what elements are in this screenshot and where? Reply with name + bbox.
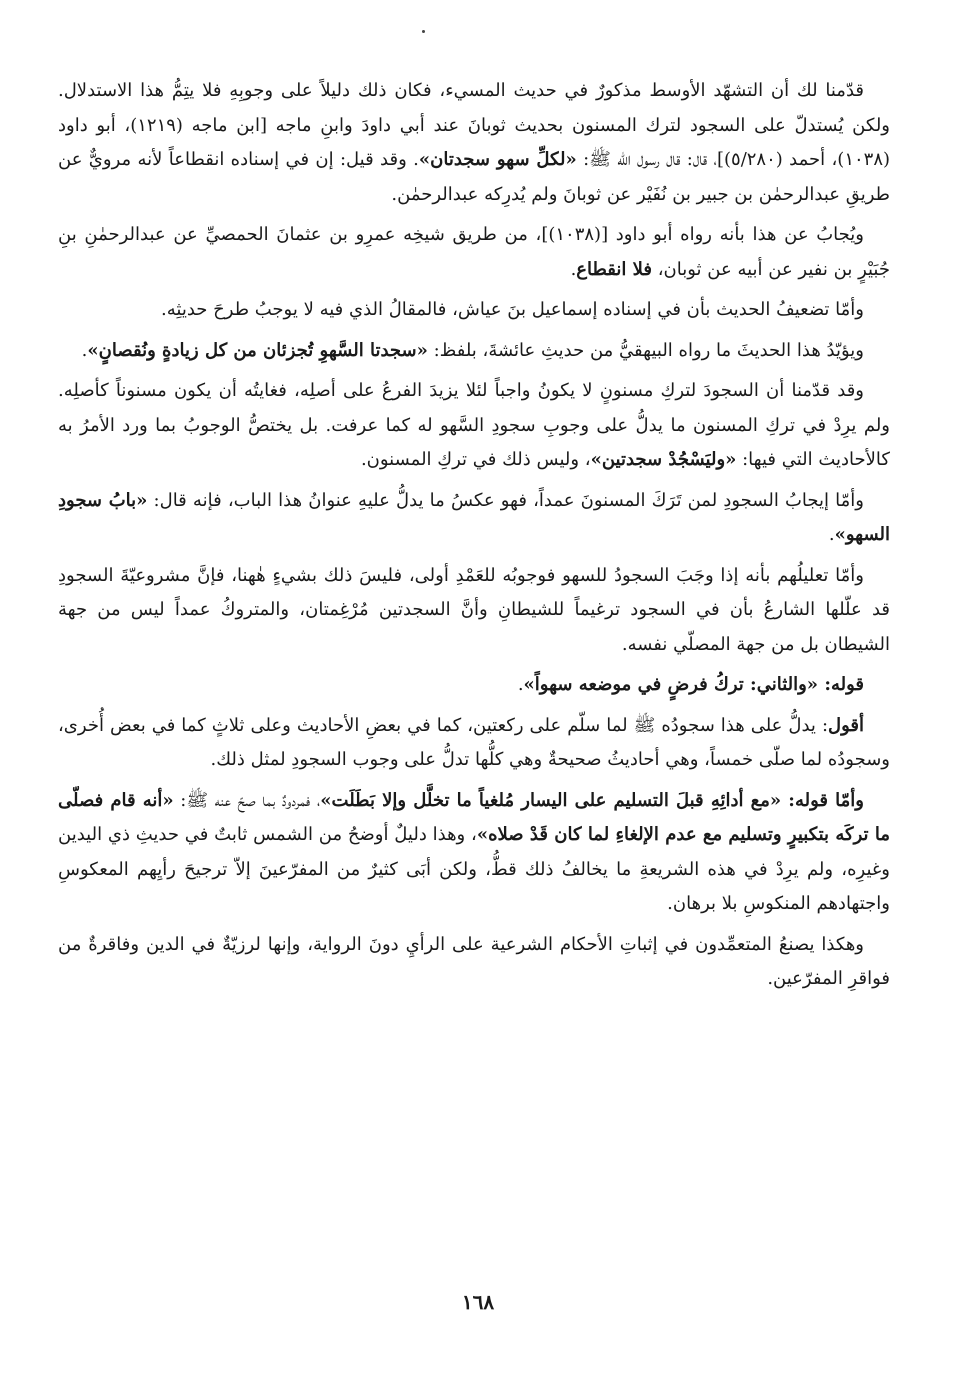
paragraph [58, 374, 890, 478]
bold-text: «أنه قام فصلّى ما تركَه بتكبيرٍ وتسليم مع عدم الإلغاءِ لما كان قَدْ صلاه» [58, 789, 890, 845]
body-text: وهكذا يصنعُ المتعمِّدون في إثباتِ الأحكام الشرعية على الرأيِ دونَ الرواية، وإنها لرزيّةٌ في الدين وفاقرةٌ من فواقرِ المفرّعين. [58, 933, 890, 989]
bold-text: «وليَسْجُدْ سجدتين» [590, 449, 737, 470]
bold-text: أقول [828, 714, 864, 736]
bold-text: «لكلِّ سهو سجدتان» [418, 149, 577, 170]
paragraph [58, 74, 890, 212]
paragraph [58, 559, 890, 663]
paragraph [58, 218, 890, 287]
bold-text: «بابُ سجودِ السهو» [58, 489, 890, 545]
bold-text: فلا انقطاع [576, 258, 653, 280]
body-text: . [517, 674, 524, 695]
paragraph [58, 484, 890, 553]
body-text: وأمّا تضعيفُ الحديث بأن في إسناده إسماعيل بنَ عياش، فالمقالُ الذي فيه لا يوجبُ طرحَ حديثِه. [161, 299, 864, 320]
bold-text: وأمّا قوله: «مع أدائِهِ قبلَ التسليم على اليسار مُلغياً ما تخلَّل وإلا بَطَلَت» [320, 789, 864, 811]
body-text: ويُجابُ عن هذا بأنه رواه أبو داود [(١٠٣٨)]، من طريق شيخِه عمرِو بن عثمانَ الحمصيِّ عن عبدالرحمٰنِ بنِ جُبَيْرٍ بن نفير عن أبيه عن ثوبان، [58, 224, 890, 280]
body-text: ، وهذا دليلٌ أوضحُ من الشمس ثابتٌ في حديثِ ذي اليدين وغيرِه، ولم يرِدْ في هذه الشريعةِ ما يخالفُ ذلك قطُّ، ولكن أبَى كثيرٌ من المفرّعينَ إلاّ ترجيحَ رأيِهم المعكوسِ واجتهادهم المنكوسِ بلا برهان. [58, 824, 890, 914]
bold-text: قوله: «والثاني: تركُ فرضٍ في موضعه سهواً» [523, 674, 864, 695]
paragraph [58, 709, 890, 778]
body-text: قدّمنا لك أن التشهّد الأوسط مذكورٌ في حديث المسيء، فكان ذلك دليلاً على وجوبِهِ فلا يتِمُّ هذا الاستدلال. ولكن يُستدلّ على السجود لترك المسنون بحديث ثوبانَ عند أبي داودَ وابنِ ماجه [ابن ماجه (١٢١٩)، أبو داود (١٠٣٨)، أحمد (٥/٢٨٠)]، قال: قال رسول الله ﷺ: [58, 80, 891, 170]
paragraph [58, 668, 890, 703]
body-text: ويؤيّدُ هذا الحديثَ ما رواه البيهقيُّ من حديثِ عائشةَ، بلفظ: [427, 339, 864, 361]
paragraph [58, 334, 890, 369]
page-dot-mark [422, 30, 425, 33]
paragraph [58, 293, 890, 328]
body-text: وقد قدّمنا أن السجودَ لتركِ مسنونٍ لا يكونُ واجباً لئلا يزيدَ الفرعُ على أصلِه، فغايتُه أن يكون مسنوناً كأصلِه. ولم يرِدْ في تركِ المسنون ما يدلُّ على وجوبِ سجودِ السَّهو له كما عرفت. بل يختصُّ الوجوبُ بما ورد الأمرُ به كالأحاديث التي فيها: [58, 380, 890, 470]
body-text: . [81, 339, 88, 361]
body-text: . وقد قيل: إن في إسناده انقطاعاً لأنه مرويٌّ عن طريقِ عبدالرحمٰن بن جبير بن نُفَيْر عن ثوبانَ ولم يُدرِكه عبدالرحمٰن. [58, 149, 890, 205]
bold-text: «سجدتا السَّهوِ تُجزئان من كل زيادةٍ ونُقصانٍ» [87, 339, 428, 361]
page-number: ١٦٨ [461, 1290, 495, 1314]
body-text: وأمّا إيجابُ السجودِ لمن تَرَكَ المسنونَ عمداً، فهو عكسُ ما يدلُّ عليهِ عنوانُ هذا الباب، فإنه قال: [147, 489, 864, 511]
body-text: . [828, 524, 835, 545]
paragraph [58, 784, 890, 922]
body-text: ، وليس ذلك في تركِ المسنون. [360, 449, 591, 470]
body-text: وأمّا تعليلُهم بأنه إذا وجَبَ السجودُ للسهو فوجوبُه للعَمْدِ أولى، فليسَ ذلك بشيءٍ هٰهنا، فإنَّ مشروعيّةَ السجودِ قد علّلها الشارعُ بأن في السجود ترغيماً للشيطانِ وأنَّ السجدتين مُرْغِمتان، والمتروكُ عمداً ليس من جهة الشيطان بل من جهة المصلّي نفسه. [58, 564, 890, 655]
body-text: : يدلُّ على هذا سجودُه ﷺ لما سلّم على ركعتين، كما في بعضِ الأحاديث وعلى ثلاثٍ كما في بعض أُخرى، وسجودُه لما صلّى خمساً، وهي أحاديثُ صحيحةٌ وهي كلُّها تدلُّ على وجوب السجودِ لمثل ذلك. [58, 714, 890, 770]
body-text: ، فمردودٌ بما صحّ عنه ﷺ: [173, 789, 321, 811]
page-body [58, 74, 890, 1003]
paragraph [58, 928, 890, 997]
body-text: . [570, 258, 577, 280]
